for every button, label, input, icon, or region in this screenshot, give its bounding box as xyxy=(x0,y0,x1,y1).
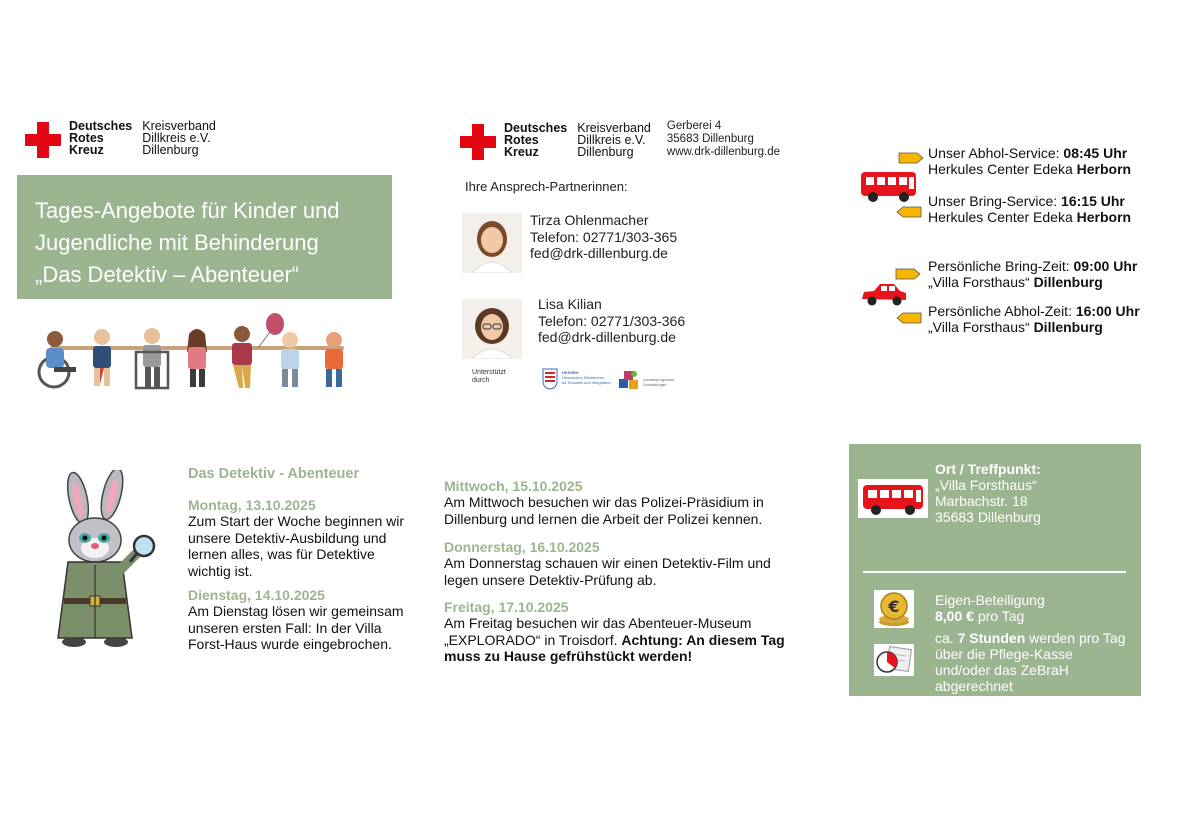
service-pickup: Unser Abhol-Service: 08:45 Uhr Herkules Center Edeka Herborn xyxy=(928,145,1132,177)
title-line-2: Jugendliche mit Behinderung xyxy=(35,230,319,255)
fee-label: Eigen-Beteiligung xyxy=(935,592,1045,608)
day-thursday-text: Am Donnerstag schauen wir einen Detektiv-Film und legen unsere Detektiv-Prüfung ab. xyxy=(444,555,771,588)
bus-icon xyxy=(860,170,918,204)
clock-calendar-icon xyxy=(874,644,914,676)
day-friday-text: Am Freitag besuchen wir das Abenteuer-Museum „EXPLORADO“ in Troisdorf. Achtung: An diesem Tag muss zu Hause gefrühstückt werden! xyxy=(444,615,785,664)
title-line-1: Tages-Angebote für Kinder und xyxy=(35,198,340,223)
care-hours: ca. 7 Stunden werden pro Tag über die Pflege-Kasse und/oder das ZeBraH abgerechnet xyxy=(935,630,1126,694)
day-thursday-date: Donnerstag, 16.10.2025 xyxy=(444,539,600,555)
person-photo-icon xyxy=(462,213,522,273)
day-monday-date: Montag, 13.10.2025 xyxy=(188,497,316,513)
day-monday-text: Zum Start der Woche beginnen wir unsere Detektiv-Ausbildung und lernen alles, was für Detektive wichtig ist. xyxy=(188,513,405,579)
day-friday-date: Freitag, 17.10.2025 xyxy=(444,599,569,615)
child-figure-4 xyxy=(187,329,207,387)
contact-card-1 xyxy=(530,212,677,262)
contact-photo-2 xyxy=(462,299,522,359)
red-cross-icon xyxy=(25,122,61,158)
balloon-icon xyxy=(258,313,284,348)
arrow-left-icon xyxy=(896,206,922,218)
schedule-column-1 xyxy=(188,466,428,653)
contact-email[interactable]: fed@drk-dillenburg.de xyxy=(530,245,668,261)
logo-kreisverband: Kreisverband Dillkreis e.V. Dillenburg xyxy=(577,121,651,159)
contact-email[interactable]: fed@drk-dillenburg.de xyxy=(538,329,676,345)
logo-org-name: Deutsches Rotes Kreuz xyxy=(69,119,133,157)
divider xyxy=(863,571,1126,573)
children-illustration xyxy=(32,312,362,392)
child-figure-5 xyxy=(232,326,252,388)
meeting-point: Ort / Treffpunkt: „Villa Forsthaus“ Marbachstr. 18 35683 Dillenburg xyxy=(935,461,1041,525)
sponsor-hessen-logo: HESSEN Hessisches Ministerium für Soziales und Integration xyxy=(542,368,611,390)
hessen-crest-icon xyxy=(542,368,558,390)
title-line-3: „Das Detektiv – Abenteuer“ xyxy=(35,262,300,287)
child-figure-6 xyxy=(281,332,299,387)
contact-name: Lisa Kilian xyxy=(538,296,602,312)
fee: Eigen-Beteiligung 8,00 € pro Tag xyxy=(935,592,1045,624)
logo-org-name: Deutsches Rotes Kreuz xyxy=(504,121,568,159)
person-photo-icon xyxy=(462,299,522,359)
service-personal-dropoff: Persönliche Bring-Zeit: 09:00 Uhr „Villa Forsthaus“ Dillenburg xyxy=(928,258,1138,290)
walker-child-figure xyxy=(136,328,168,388)
meeting-point-heading: Ort / Treffpunkt: xyxy=(935,461,1041,477)
website-link[interactable]: www.drk-dillenburg.de xyxy=(666,146,781,158)
drk-logo-center xyxy=(460,122,780,160)
schedule-column-2 xyxy=(444,478,804,665)
info-box xyxy=(849,444,1141,696)
contact-name: Tirza Ohlenmacher xyxy=(530,212,649,228)
drk-address: Gerberei 4 35683 Dillenburg www.drk-dillenburg.de xyxy=(666,120,781,158)
child-figure-2 xyxy=(93,329,111,386)
wheelchair-child-figure xyxy=(39,331,76,387)
service-dropoff: Unser Bring-Service: 16:15 Uhr Herkules Center Edeka Herborn xyxy=(928,193,1132,225)
day-wednesday-date: Mittwoch, 15.10.2025 xyxy=(444,478,583,494)
bus-icon-box xyxy=(858,479,928,518)
svg-text:€: € xyxy=(888,597,900,616)
title-banner xyxy=(17,175,392,299)
day-tuesday-text: Am Dienstag lösen wir gemeinsam unseren ersten Fall: In der Villa Forst-Haus wurde eingebrochen. xyxy=(188,603,404,652)
schedule-title: Das Detektiv - Abenteuer xyxy=(188,466,360,482)
drk-logo-left xyxy=(25,120,216,158)
sozialbudget-puzzle-icon xyxy=(618,369,640,391)
red-cross-icon xyxy=(460,124,496,160)
service-personal-pickup: Persönliche Abhol-Zeit: 16:00 Uhr „Villa Forsthaus“ Dillenburg xyxy=(928,303,1140,335)
logo-kreisverband: Kreisverband Dillkreis e.V. Dillenburg xyxy=(142,119,216,157)
supported-by-label: Unterstützt durch xyxy=(472,369,506,384)
arrow-right-icon xyxy=(898,152,924,164)
contact-phone[interactable]: Telefon: 02771/303-365 xyxy=(530,228,678,245)
clock-icon-box xyxy=(874,644,914,676)
day-tuesday-date: Dienstag, 14.10.2025 xyxy=(188,587,325,603)
euro-coin-icon xyxy=(874,590,914,628)
sponsor-sozialbudget-logo: Landesprogramm Sozialbudget xyxy=(618,369,674,391)
child-figure-7 xyxy=(325,332,343,387)
day-wednesday-text: Am Mittwoch besuchen wir das Polizei-Präsidium in Dillenburg und lernen die Arbeit der Polizei kennen. xyxy=(444,494,764,527)
contact-card-2 xyxy=(538,296,685,346)
contacts-heading: Ihre Ansprech-Partnerinnen: xyxy=(465,179,628,194)
bus-icon xyxy=(858,479,928,518)
arrow-right-icon xyxy=(895,268,921,280)
car-icon xyxy=(860,281,908,307)
fee-amount: 8,00 € xyxy=(935,608,974,624)
arrow-left-icon xyxy=(896,312,922,324)
euro-icon-box xyxy=(874,590,914,628)
detective-rabbit-illustration xyxy=(40,470,160,650)
contact-photo-1 xyxy=(462,213,522,273)
contact-phone[interactable]: Telefon: 02771/303-366 xyxy=(538,312,686,329)
